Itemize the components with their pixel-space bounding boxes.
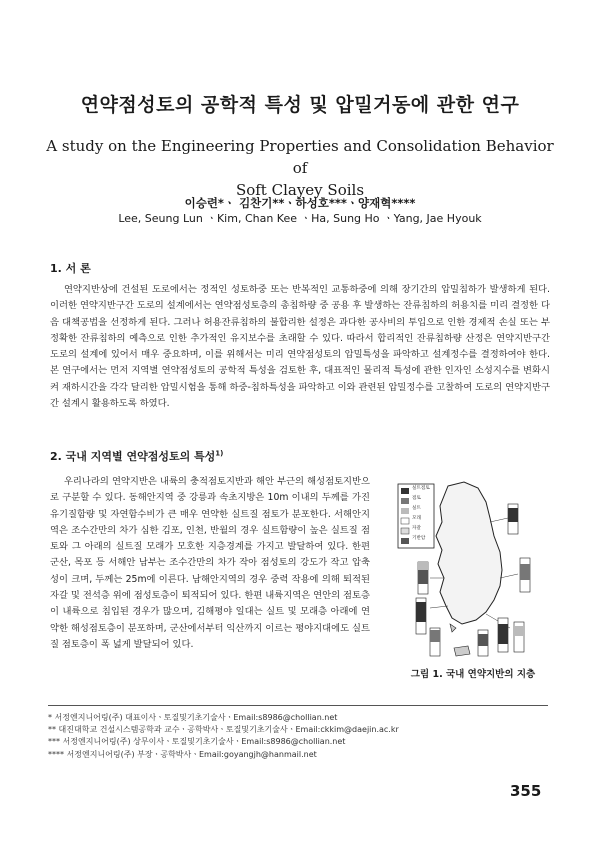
boring-log-south-3 [478, 630, 488, 656]
legend-label: 기반암 [412, 536, 426, 541]
title-en-line-2: Soft Clayey Soils [235, 181, 365, 199]
footnote-2: ** 대진대학교 건설시스템공학과 교수ㆍ공학박사ㆍ토질및기초기술사ㆍEmail:ckkim@daejin.ac.kr [48, 725, 399, 735]
boring-log-east-1 [508, 504, 518, 534]
footnote-3: *** 서정엔지니어링(주) 상무이사ㆍ토질및기초기술사ㆍEmail:s8986@chollian.net [48, 737, 346, 747]
legend-label: 모래 [412, 516, 421, 521]
section-1-paragraph: 연약지반상에 건설된 도로에서는 정적인 성토하중 또는 반복적인 교통하중에 의해 장기간의 압밀침하가 발생하게 된다. 이러한 연약지반구간 도로의 설계에서는 연약점성토층의 총침하량 중 공용 후 발생하는 잔류침하의 허용치를 미리 결정한 다음 대책공법을 선정하게 된다. 그러나 허용잔류침하의 불합리한 설정은 과다한 공사비의 투입으로 인한 경제적 손실 또는 부정확한 잔류침하의 예측으로 인한 추가적인 유지보수를 초래할 수 있다. 따라서 합리적인 잔류침하량 산정은 연약지반구간 도로의 설계에 있어서 매우 중요하며, 이를 위해서는 미리 연약점성토의 압밀특성을 파악하고 설계정수를 결정하여야 한다. 본 연구에서는 먼저 지역별 연약점성토의 공학적 특성을 검토한 후, 대표적인 물리적 특성에 관한 인자인 소성지수를 변화시켜 재하시간을 각각 달리한 압밀시험을 통해 하중-침하특성을 파악하고 이와 관련된 압밀정수를 고찰하여 도로의 연약지반구간 설계시 활용하도록 하였다. [50, 284, 550, 410]
jeju-island [454, 646, 470, 656]
paper-title-korean: 연약점성토의 공학적 특성 및 압밀거동에 관한 연구 [80, 94, 520, 116]
authors-english: Lee, Seung Lun ㆍKim, Chan Kee ㆍHa, Sung Ho ㆍYang, Jae Hyouk [118, 212, 482, 225]
footnotes [48, 705, 548, 761]
authors-korean: 이승련*ㆍ 김찬기**ㆍ하성호***ㆍ양재혁**** [184, 196, 416, 210]
boring-log-west-2 [416, 598, 426, 634]
boring-log-west-1 [418, 562, 428, 594]
boring-log-south-1 [498, 618, 508, 652]
legend-label: 실트 [412, 506, 421, 511]
legend-label: 자갈 [412, 526, 421, 531]
section-1-heading: 1. 서 론 [50, 262, 91, 275]
legend-label: 점토 [412, 496, 421, 501]
section-2-heading-text: 2. 국내 지역별 연약점성토의 특성 [50, 450, 216, 463]
section-2-heading [50, 448, 223, 464]
figure-1-stratigraphy-map [390, 478, 550, 663]
boring-log-south-2 [514, 622, 524, 652]
footnote-1: * 서정엔지니어링(주) 대표이사ㆍ토질및기초기술사ㆍEmail:s8986@chollian.net [48, 713, 338, 722]
section-2-footnote-ref: 1) [215, 449, 224, 458]
section-2-paragraph: 우리나라의 연약지반은 내륙의 충적점토지반과 해안 부근의 해성점토지반으로 구분할 수 있다. 동해안지역 중 강릉과 속초지방은 10m 이내의 두께를 가진 유기질함량 및 자연함수비가 큰 매우 연약한 실트질 점토가 분포한다. 서해안지역은 조수간만의 차가 심한 김포, 인천, 반월의 경우 실트함량이 높은 실트질 점토와 그 아래의 실트질 모래가 모호한 지층경계를 가지고 발달하여 있다. 한편 군산, 목포 등 서해안 남부는 조수간만의 차가 작아 점성토의 강도가 작고 압축성이 크며, 두께는 25m에 이른다. 남해안지역의 경우 중력 작용에 의해 퇴적된 자갈 및 전석층 위에 점성토층이 퇴적되어 있다. 한편 내륙지역은 연안의 점토층이 내륙으로 침입된 경우가 많으며, 김해평야 일대는 실트 및 모래층 아래에 연약한 해성점토층이 분포하며, 군산에서부터 익산까지 이르는 평야지대에도 실트질 점토층이 폭 넓게 발달되어 있다. [50, 476, 371, 650]
legend-labels [412, 484, 434, 544]
figure-1-caption: 그림 1. 국내 연약지반의 지층 [410, 669, 536, 680]
boring-log-west-3 [430, 628, 440, 656]
title-en-line-1: A study on the Engineering Properties and Consolidation Behavior of [46, 137, 554, 177]
legend-label: 실트점토 [412, 486, 430, 491]
section-1-body [50, 282, 550, 412]
paper-title-english [40, 135, 560, 201]
footnote-4: **** 서정엔지니어링(주) 부장ㆍ공학박사ㆍEmail:goyangjh@hanmail.net [48, 749, 317, 759]
page-number: 355 [510, 782, 542, 800]
section-2-body [50, 474, 370, 653]
peninsula-outline [436, 482, 502, 624]
boring-log-east-2 [520, 558, 530, 592]
